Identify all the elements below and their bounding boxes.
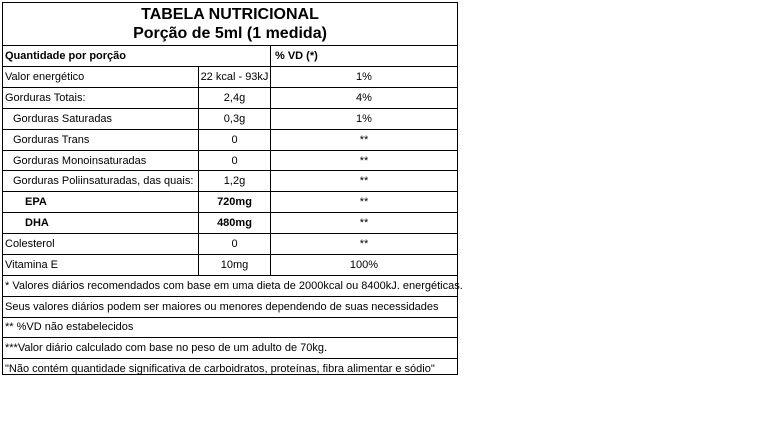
nutrient-name: EPA bbox=[3, 192, 199, 212]
nutrient-amount: 0 bbox=[199, 234, 271, 254]
table-row bbox=[3, 109, 457, 130]
vd-header: % VD (*) bbox=[275, 50, 318, 62]
nutrient-name: Gorduras Poliinsaturadas, das quais: bbox=[3, 171, 199, 191]
nutrient-name: Vitamina E bbox=[3, 255, 199, 275]
nutrient-amount: 22 kcal - 93kJ bbox=[199, 67, 271, 87]
nutrient-amount: 480mg bbox=[199, 213, 271, 233]
nutrient-vd: 100% bbox=[349, 258, 379, 271]
nutrient-name: Gorduras Saturadas bbox=[3, 109, 199, 129]
table-row bbox=[3, 171, 457, 192]
table-row bbox=[3, 151, 457, 172]
table-row bbox=[3, 255, 457, 276]
nutrient-vd: ** bbox=[359, 238, 369, 251]
nutrient-name: Colesterol bbox=[3, 234, 199, 254]
table-row bbox=[3, 213, 457, 234]
nutrient-vd: 4% bbox=[356, 91, 372, 104]
table-row bbox=[3, 130, 457, 151]
nutrient-amount: 2,4g bbox=[199, 88, 271, 108]
table-row bbox=[3, 234, 457, 255]
table-header-row bbox=[3, 46, 457, 67]
nutrient-vd: ** bbox=[359, 154, 369, 167]
nutrient-vd: ** bbox=[359, 217, 369, 230]
footnote: * Valores diários recomendados com base em uma dieta de 2000kcal ou 8400kJ. energéticas. bbox=[3, 276, 457, 297]
nutrition-table bbox=[2, 2, 463, 376]
nutrient-name: Valor energético bbox=[3, 67, 199, 87]
table-row bbox=[3, 67, 457, 88]
table-row bbox=[3, 88, 457, 109]
footnote: ***Valor diário calculado com base no peso de um adulto de 70kg. bbox=[3, 338, 457, 359]
nutrient-amount: 1,2g bbox=[199, 171, 271, 191]
nutrient-amount: 10mg bbox=[199, 255, 271, 275]
nutrient-vd: ** bbox=[359, 175, 369, 188]
title-block bbox=[3, 3, 457, 46]
portion-subtitle: Porção de 5ml (1 medida) bbox=[133, 25, 327, 42]
nutrient-vd: 1% bbox=[356, 112, 372, 125]
table-title: TABELA NUTRICIONAL bbox=[141, 6, 319, 23]
nutrient-amount: 0 bbox=[199, 130, 271, 150]
nutrient-name: Gorduras Monoinsaturadas bbox=[3, 151, 199, 171]
nutrient-vd: ** bbox=[359, 133, 369, 146]
footnotes bbox=[3, 276, 463, 380]
portion-header: Quantidade por porção bbox=[3, 46, 271, 66]
nutrient-name: DHA bbox=[3, 213, 199, 233]
nutrient-amount: 720mg bbox=[199, 192, 271, 212]
nutrient-vd: ** bbox=[359, 196, 369, 209]
nutrient-amount: 0,3g bbox=[199, 109, 271, 129]
footnote: "Não contém quantidade significativa de carboidratos, proteínas, fibra alimentar e sódio" bbox=[5, 363, 435, 376]
footnote: Seus valores diários podem ser maiores ou menores dependendo de suas necessidades bbox=[3, 297, 457, 318]
nutrient-name: Gorduras Totais: bbox=[3, 88, 199, 108]
nutrient-name: Gorduras Trans bbox=[3, 130, 199, 150]
footnote: ** %VD não estabelecidos bbox=[3, 318, 457, 339]
nutrient-vd: 1% bbox=[356, 70, 372, 83]
nutrient-amount: 0 bbox=[199, 151, 271, 171]
table-row bbox=[3, 192, 457, 213]
